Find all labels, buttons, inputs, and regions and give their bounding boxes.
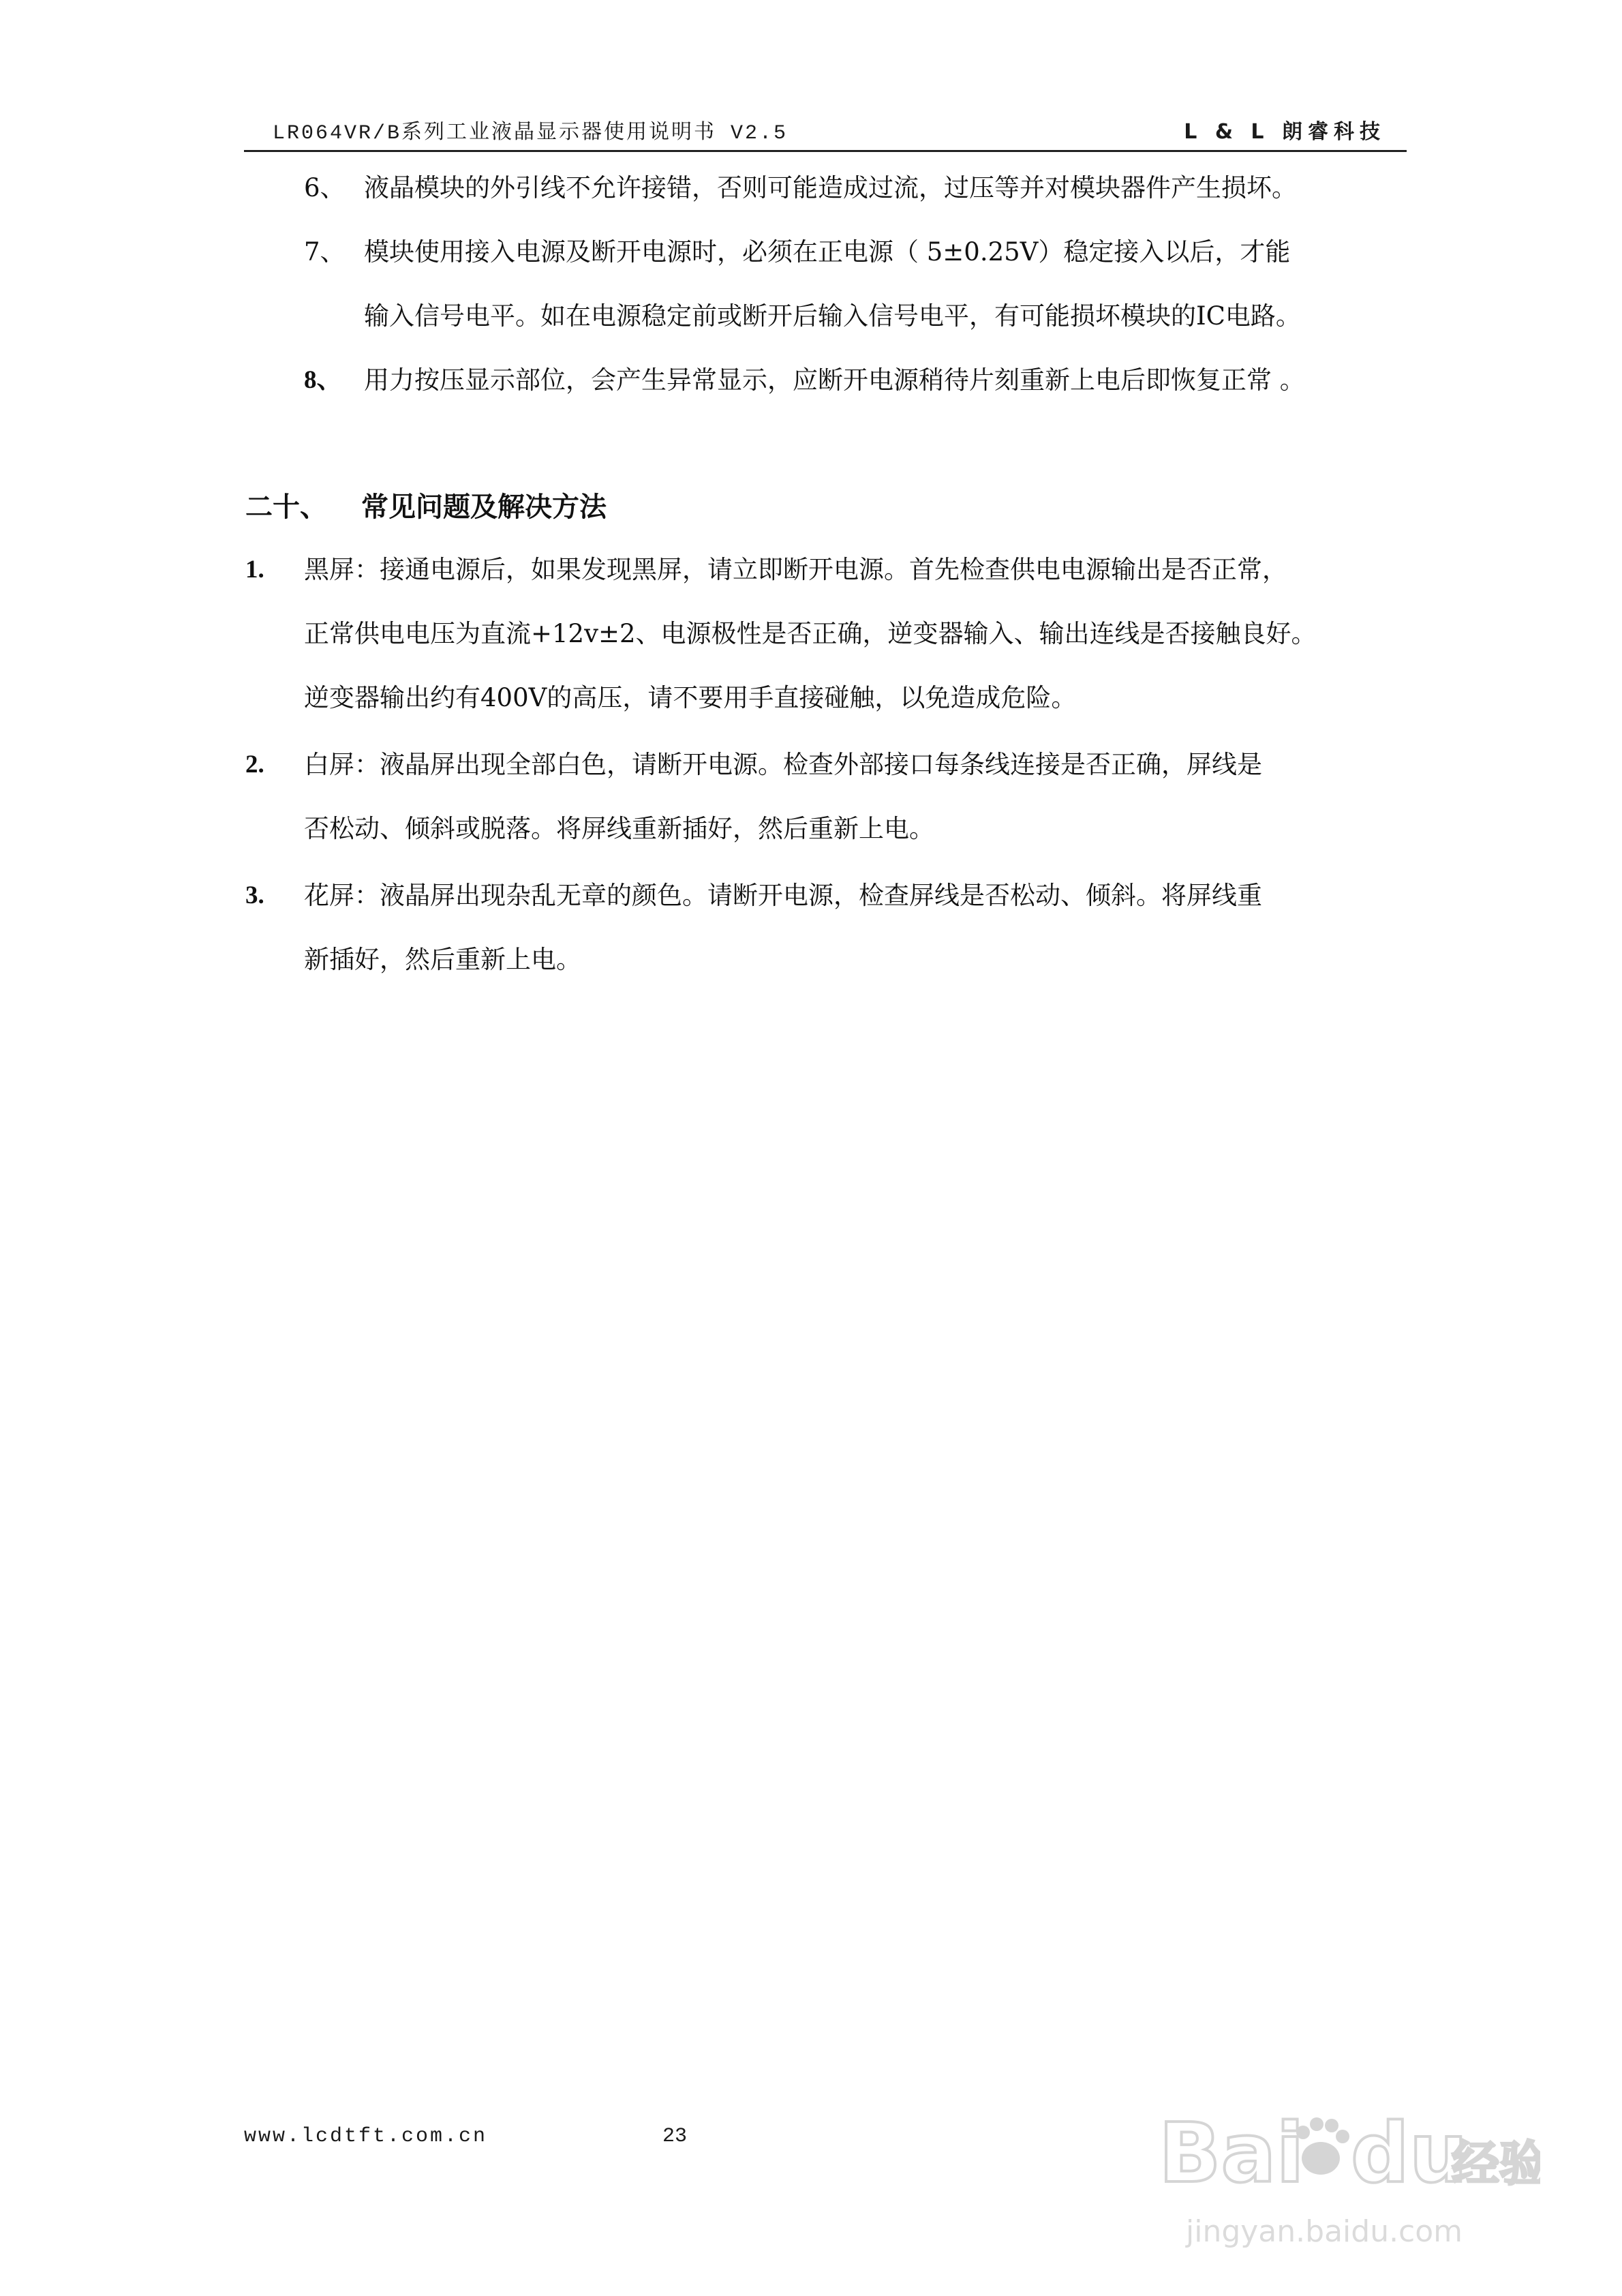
note-text-line: 模块使用接入电源及断开电源时，必须在正电源（ 5±0.25V）稳定接入以后，才能 [364,237,1291,267]
faq-text-line: 正常供电电压为直流+12v±2、电源极性是否正确，逆变器输入、输出连线是否接触良好。 [304,619,1317,648]
faq-text-line: 否松动、倾斜或脱落。将屏线重新插好，然后重新上电。 [304,814,934,843]
svg-text:Bai: Bai [1159,2106,1304,2201]
note-number: 8、 [304,366,342,394]
header-divider [244,150,1407,152]
faq-text-line: 黑屏：接通电源后，如果发现黑屏，请立即断开电源。首先检查供电电源输出是否正常， [304,555,1287,584]
header-company: L & L 朗睿科技 [1184,120,1386,144]
faq-text-line: 新插好，然后重新上电。 [304,945,581,974]
faq-text-line: 花屏：液晶屏出现杂乱无章的颜色。请断开电源，检查屏线是否松动、倾斜。将屏线重 [304,881,1262,910]
note-text-line: 液晶模块的外引线不允许接错，否则可能造成过流，过压等并对模块器件产生损坏。 [364,173,1297,202]
faq-text-line: 逆变器输出约有400V的高压，请不要用手直接碰触，以免造成危险。 [304,683,1077,712]
note-number: 7、 [304,237,346,267]
footer-url: www.lcdtft.com.cn [244,2125,488,2148]
svg-text:du: du [1351,2106,1468,2201]
faq-text-line: 白屏：液晶屏出现全部白色，请断开电源。检查外部接口每条线连接是否正确，屏线是 [304,750,1262,779]
section-title: 常见问题及解决方法 [361,492,607,523]
note-text-line: 输入信号电平。如在电源稳定前或断开后输入信号电平，有可能损坏模块的IC电路。 [364,301,1301,331]
note-number: 6、 [304,173,346,202]
note-text-line: 用力按压显示部位，会产生异常显示，应断开电源稍待片刻重新上电后即恢复正常 。 [364,365,1305,395]
faq-number: 1. [245,556,264,584]
watermark-subtext: jingyan.baidu.com [1186,2214,1463,2249]
faq-number: 2. [245,751,264,779]
paw-icon [1296,2117,1349,2175]
watermark-logo [1159,2093,1540,2216]
baidu-jingyan-watermark [1159,2093,1540,2263]
faq-number: 3. [245,881,264,909]
svg-text:经验: 经验 [1452,2136,1540,2192]
section-number: 二十、 [245,492,327,523]
header-title: LR064VR/B系列工业液晶显示器使用说明书 V2.5 [273,122,789,145]
page-number: 23 [662,2125,688,2148]
